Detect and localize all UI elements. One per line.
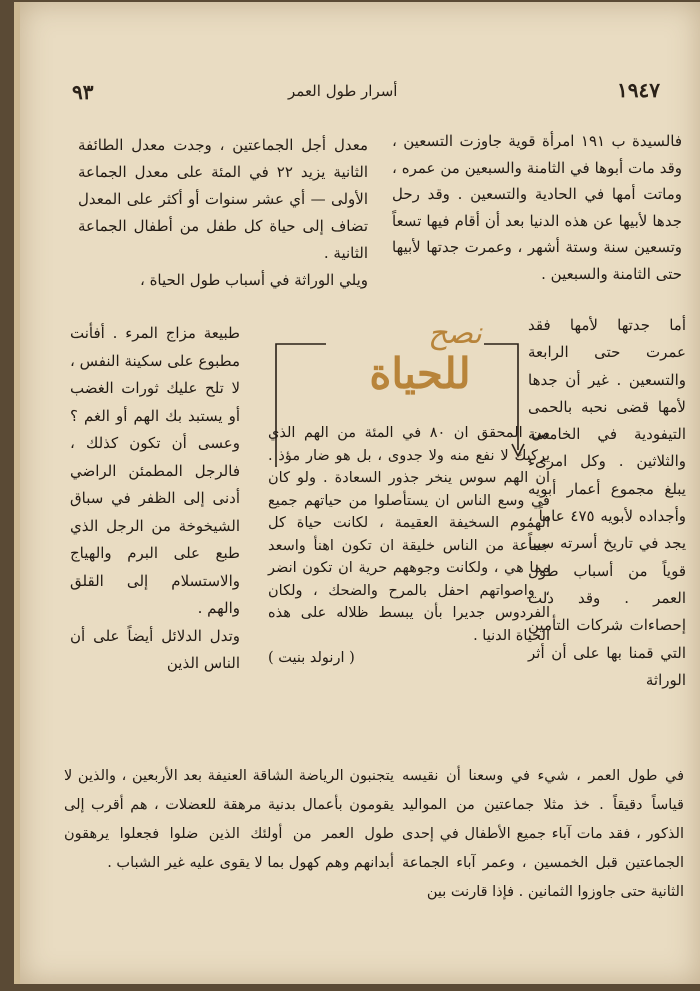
paragraph: يتجنبون الرياضة الشاقة العنيفة بعد الأربعين ، والذين لا يقومون بأعمال بدنية مرهقة للعضلات ، هم أقرب إلى طول العمر من أولئك الذين ضلوا فجعلوا يرهقون أبدانهم وهم كهول بما لا يقوى عليه غير الشباب . <box>64 768 394 871</box>
inset-title <box>320 318 520 398</box>
inset-article <box>268 422 550 670</box>
paragraph: أما جدتها لأمها فقد عمرت حتى الرابعة والتسعين . غير أن جدها لأمها قضى نحبه بالحمى التيفودية في الخامسة والثلاثين . وكل امرىء يبلغ مجموع أعمار أبويه وأجداده لأبويه ٤٧٥ عاماً ، يجد في تاريخ أسرته سبباً قوياً من أسباب طول العمر . وقد دلت إحصاءات شركات التأمين التي قمنا بها على أن أثر الوراثة <box>528 316 686 689</box>
inset-author: ( ارنولد بنيت ) <box>268 650 355 666</box>
article-column-left-bottom <box>64 762 394 878</box>
paragraph: في طول العمر ، شيء في وسعنا أن نقيسه قياساً دقيقاً . خذ مثلا جماعتين من المواليد الذكور ، فقد مات آباء جميع الأطفال في إحدى الجماعتين قبل الخمسين ، وعمر آباء الجماعة الثانية حتى جاوزوا الثمانين . فإذا قارنت بين <box>402 768 684 900</box>
inset-title-line1: نصح <box>428 316 482 351</box>
page-header <box>20 80 700 110</box>
article-column-right-bottom <box>402 762 684 907</box>
magazine-page <box>14 2 700 984</box>
inset-body: من المحقق ان ٨٠ في المئة من الهم الذي يركبك لا نفع منه ولا جدوى ، بل هو ضار مؤذ . ان الهم سوس ينخر جذور السعادة . ولو كان في وسع الناس ان يستأصلوا من حياتهم جميع الهموم السخيفة العقيمة ، لكانت حياة كل جماعة من الناس خليقة ان تكون اهنأ واسعد مما هي ، ولكانت وجوههم حرية ان تكون انضر ، واصواتهم احفل بالمرح والضحك ، ولكان الفردوس جديرا بأن يبسط ظلاله على هذه الحياة الدنيا . <box>268 425 550 644</box>
inset-title-line2: للحياة <box>369 349 471 398</box>
paragraph: فالسيدة ب ١٩١ امرأة قوية جاوزت التسعين ، وقد مات أبوها في الثامنة والسبعين من عمره ، وماتت أمها في الحادية والتسعين . وقد رحل جدها لأبيها عن هذه الدنيا بعد أن أقام فيها تسعاً وتسعين سنة وستة أشهر ، وعمرت جدتها لأبيها حتى الثامنة والسبعين . <box>392 132 683 283</box>
page-number: ٩٣ <box>72 80 94 104</box>
article-column-left-narrow <box>70 320 240 678</box>
running-title: أسرار طول العمر <box>288 82 398 100</box>
paragraph: طبيعة مزاج المرء . أفأنت مطبوع على سكينة النفس ، لا تلح عليك ثورات الغضب أو يستبد بك الهم أو الغم ؟ وعسى أن تكون كذلك ، فالرجل المطمئن الراضي أدنى إلى الظفر في سباق الشيخوخة من الرجل الذي طبع على البرم والهياج والاستسلام إلى القلق والهم . وتدل الدلائل أيضاً على أن الناس الذين <box>70 324 240 672</box>
article-column-right-narrow <box>528 312 686 694</box>
issue-year: ١٩٤٧ <box>617 78 660 102</box>
paragraph: معدل أجل الجماعتين ، وجدت معدل الطائفة الثانية يزيد ٢٢ في المئة على معدل الجماعة الأولى — أي عشر سنوات أو أكثر على المعدل تضاف إلى حياة كل طفل من أطفال الجماعة الثانية . ويلي الوراثة في أسباب طول الحياة ، <box>78 136 368 289</box>
article-column-left-top <box>78 132 368 294</box>
article-column-right-top <box>392 128 682 287</box>
